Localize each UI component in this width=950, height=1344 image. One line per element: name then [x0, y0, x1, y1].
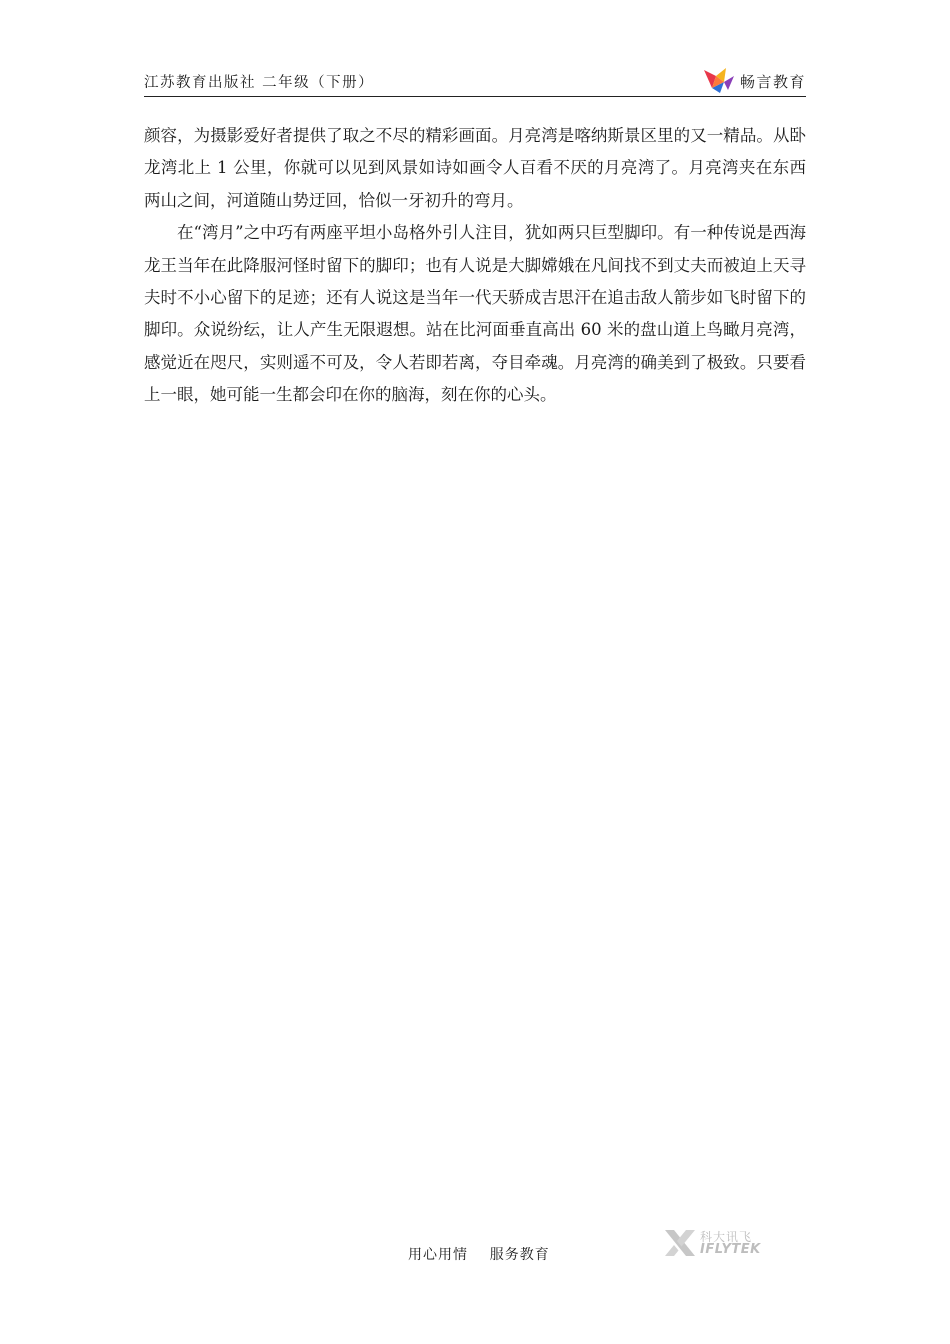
page-header [144, 66, 806, 97]
iflytek-en-name: IFLYTEK [700, 1241, 761, 1257]
changyan-logo-icon [702, 66, 736, 94]
iflytek-x-icon [662, 1226, 698, 1260]
brand-block [702, 66, 806, 94]
iflytek-cn-name: 科大讯飞 [700, 1229, 753, 1244]
article-body [144, 120, 806, 412]
paragraph-1: 颜容，为摄影爱好者提供了取之不尽的精彩画面。月亮湾是喀纳斯景区里的又一精品。从卧龙湾北上 1 公里，你就可以见到风景如诗如画令人百看不厌的月亮湾了。月亮湾夹在东西两山之间，河道随山势迂回，恰似一牙初升的弯月。 [144, 126, 806, 210]
publisher-label: 江苏教育出版社 二年级（下册） [144, 75, 375, 91]
footer-slogan: 用心用情 服务教育 [408, 1247, 550, 1263]
paragraph-2: 在“湾月”之中巧有两座平坦小岛格外引人注目，犹如两只巨型脚印。有一种传说是西海龙王当年在此降服河怪时留下的脚印；也有人说是大脚嫦娥在凡间找不到丈夫而被迫上天寻夫时不小心留下的足迹；还有人说这是当年一代天骄成吉思汗在追击敌人箭步如飞时留下的脚印。众说纷纭，让人产生无限遐想。站在比河面垂直高出 60 米的盘山道上鸟瞰月亮湾，感觉近在咫尺，实则遥不可及，令人若即若离，夺目牵魂。月亮湾的确美到了极致。只要看上一眼，她可能一生都会印在你的脑海，刻在你的心头。 [144, 223, 806, 405]
brand-name: 畅言教育 [739, 73, 806, 91]
iflytek-logo [662, 1226, 761, 1260]
